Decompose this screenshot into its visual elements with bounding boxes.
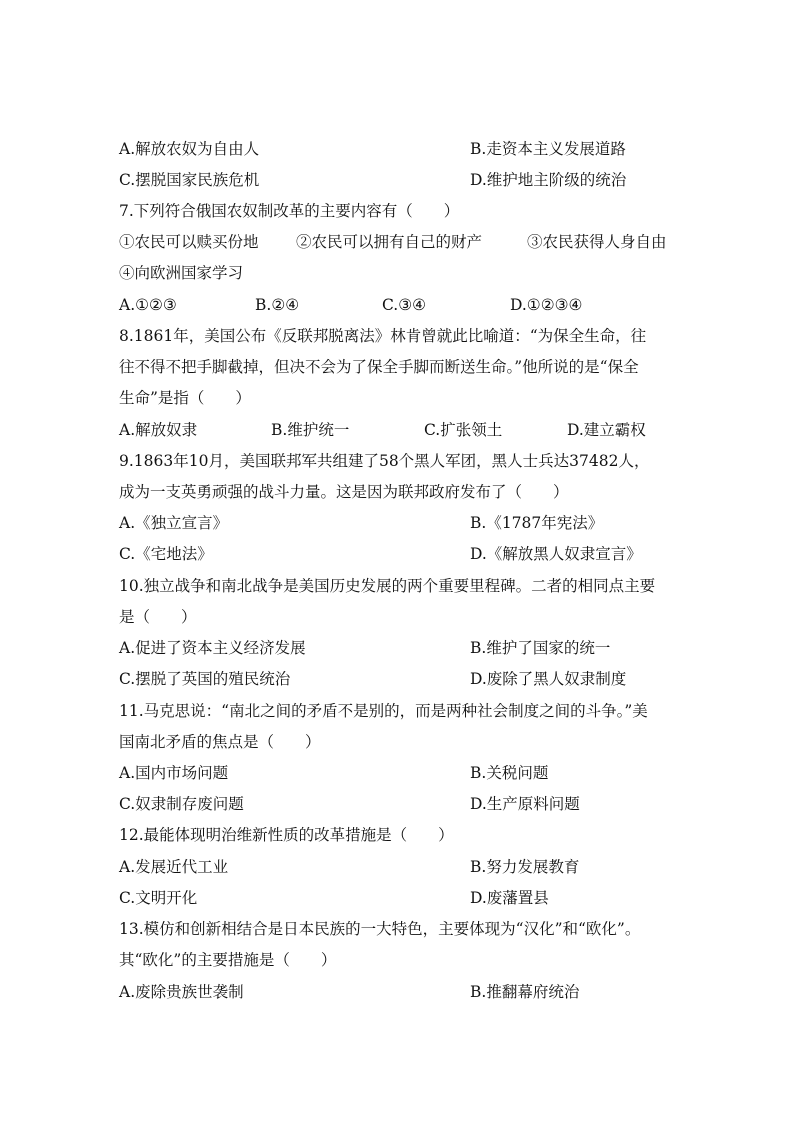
q6-option-a: A.解放农奴为自由人 (119, 140, 260, 158)
q11-option-b: B.关税问题 (470, 764, 549, 782)
q7-item-3: ③农民获得人身自由 (527, 233, 667, 251)
q9-option-a: A.《独立宣言》 (119, 514, 229, 532)
q7-stem: 7.下列符合俄国农奴制改革的主要内容有（ ） (119, 202, 460, 220)
q12-line-1: 12.最能体现明治维新性质的改革措施是（ ） (119, 826, 454, 844)
q9-option-d: D.《解放黑人奴隶宣言》 (470, 545, 642, 563)
q10-option-a: A.促进了资本主义经济发展 (119, 639, 306, 657)
q8-line-3: 生命”是指（ ） (119, 389, 251, 407)
q11-line-1: 11.马克思说：“南北之间的矛盾不是别的，而是两种社会制度之间的斗争。”美 (119, 702, 648, 720)
q9-line-1: 9.1863年10月，美国联邦军共组建了58个黑人军团，黑人士兵达37482人， (119, 452, 650, 470)
q10-line-1: 10.独立战争和南北战争是美国历史发展的两个重要里程碑。二者的相同点主要 (119, 577, 656, 595)
q12-option-b: B.努力发展教育 (470, 858, 580, 876)
q12-option-a: A.发展近代工业 (119, 858, 229, 876)
q8-option-d: D.建立霸权 (567, 421, 646, 439)
q13-option-b: B.推翻幕府统治 (470, 983, 580, 1001)
q11-line-2: 国南北矛盾的焦点是（ ） (119, 733, 321, 751)
q9-line-2: 成为一支英勇顽强的战斗力量。这是因为联邦政府发布了（ ） (119, 483, 569, 501)
q12-option-d: D.废藩置县 (470, 889, 549, 907)
q10-option-c: C.摆脱了英国的殖民统治 (119, 670, 291, 688)
q10-option-b: B.维护了国家的统一 (470, 639, 611, 657)
q13-line-1: 13.模仿和创新相结合是日本民族的一大特色，主要体现为“汉化”和“欧化”。 (119, 920, 641, 938)
q8-option-a: A.解放奴隶 (119, 421, 198, 439)
q11-option-a: A.国内市场问题 (119, 764, 229, 782)
q11-option-c: C.奴隶制存废问题 (119, 795, 244, 813)
q7-item-1: ①农民可以赎买份地 (119, 233, 259, 251)
q9-option-c: C.《宅地法》 (119, 545, 213, 563)
q7-item-2: ②农民可以拥有自己的财产 (296, 233, 483, 251)
q10-line-2: 是（ ） (119, 608, 197, 626)
q8-line-1: 8.1861年，美国公布《反联邦脱离法》林肯曾就此比喻道：“为保全生命，往 (119, 327, 647, 345)
q12-option-c: C.文明开化 (119, 889, 198, 907)
q13-option-a: A.废除贵族世袭制 (119, 983, 244, 1001)
q8-option-b: B.维护统一 (271, 421, 350, 439)
q10-option-d: D.废除了黑人奴隶制度 (470, 670, 627, 688)
q8-option-c: C.扩张领土 (424, 421, 503, 439)
q7-item-4: ④向欧洲国家学习 (119, 264, 244, 282)
q13-line-2: 其“欧化”的主要措施是（ ） (119, 951, 337, 969)
q7-option-b: B.②④ (255, 296, 300, 314)
q7-option-c: C.③④ (382, 296, 427, 314)
q7-option-a: A.①②③ (119, 296, 177, 314)
q7-option-d: D.①②③④ (510, 296, 583, 314)
q8-line-2: 往不得不把手脚截掉，但决不会为了保全手脚而断送生命。”他所说的是“保全 (119, 358, 639, 376)
q9-option-b: B.《1787年宪法》 (470, 514, 604, 532)
q6-option-c: C.摆脱国家民族危机 (119, 171, 260, 189)
q6-option-d: D.维护地主阶级的统治 (470, 171, 627, 189)
q11-option-d: D.生产原料问题 (470, 795, 580, 813)
q6-option-b: B.走资本主义发展道路 (470, 140, 626, 158)
